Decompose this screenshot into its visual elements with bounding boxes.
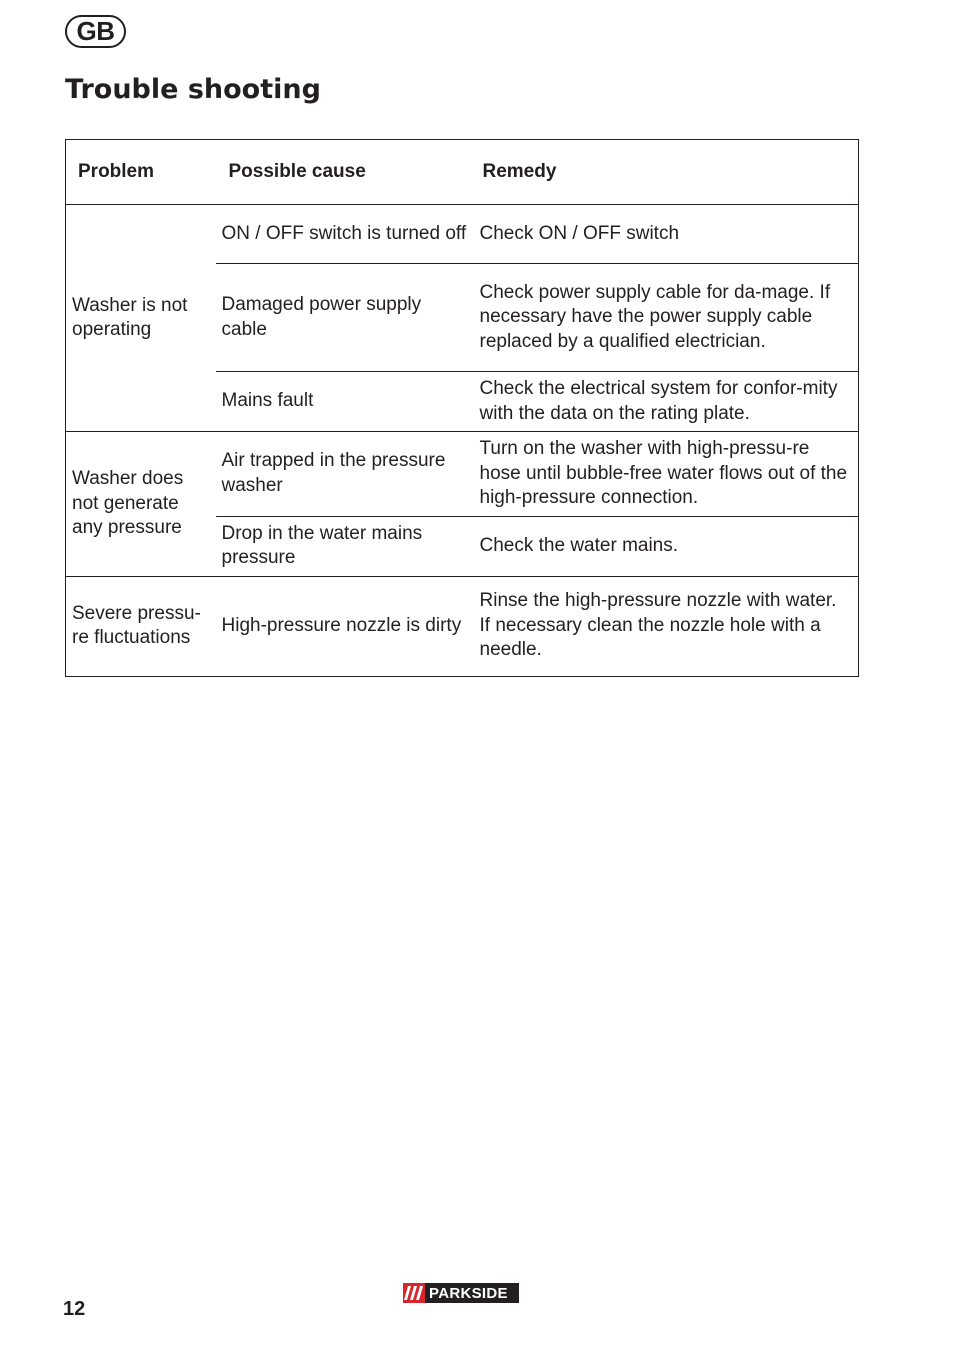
header-possible-cause: Possible cause [216, 140, 474, 205]
parkside-logo [403, 1283, 519, 1303]
page-number: 12 [63, 1298, 86, 1320]
cause-cell: Air trapped in the pressure washer [216, 432, 474, 517]
language-badge: GB [65, 15, 126, 48]
remedy-cell: Check the water mains. [474, 516, 859, 576]
cause-cell: Drop in the water mains pressure [216, 516, 474, 576]
table-header-row [66, 140, 859, 205]
troubleshooting-table [65, 139, 859, 677]
cause-cell: ON / OFF switch is turned off [216, 205, 474, 264]
remedy-cell: Turn on the washer with high-pressu-re hose until bubble-free water flows out of the high-pressure connection. [474, 432, 859, 517]
remedy-cell: Check the electrical system for confor-mity with the data on the rating plate. [474, 372, 859, 432]
remedy-cell: Rinse the high-pressure nozzle with water. If necessary clean the nozzle hole with a needle. [474, 576, 859, 676]
logo-stripes-icon [403, 1283, 425, 1303]
problem-cell: Washer is not operating [66, 205, 216, 432]
remedy-cell: Check ON / OFF switch [474, 205, 859, 264]
remedy-cell: Check power supply cable for da-mage. If necessary have the power supply cable replaced by a qualified electrician. [474, 264, 859, 372]
page-title: Trouble shooting [65, 74, 321, 105]
cause-cell: Damaged power supply cable [216, 264, 474, 372]
cause-cell: High-pressure nozzle is dirty [216, 576, 474, 676]
problem-cell: Washer does not generate any pressure [66, 432, 216, 577]
header-remedy: Remedy [474, 140, 859, 205]
table-row [66, 432, 859, 517]
cause-cell: Mains fault [216, 372, 474, 432]
problem-cell: Severe pressu-re fluctuations [66, 576, 216, 676]
table-row [66, 205, 859, 264]
logo-text: PARKSIDE [429, 1284, 508, 1302]
table-row [66, 576, 859, 676]
header-problem: Problem [66, 140, 216, 205]
